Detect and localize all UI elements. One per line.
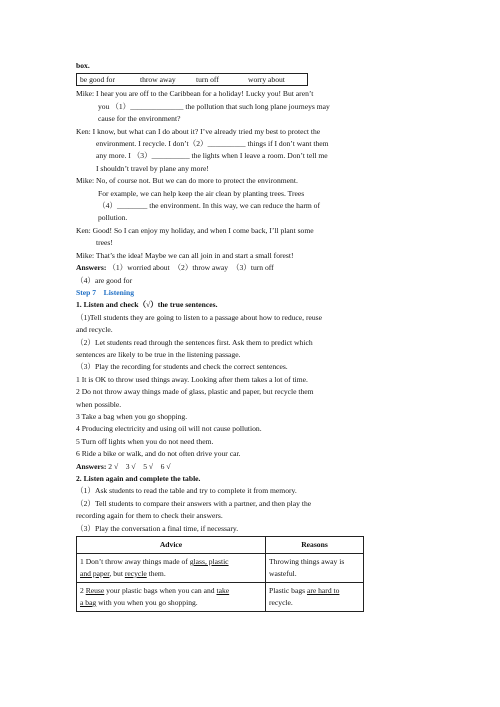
reason-cell xyxy=(266,583,364,612)
cell-text: with you when you go shopping. xyxy=(96,598,198,608)
word-box-item: be good for xyxy=(80,74,116,84)
cell-text-underlined: and paper xyxy=(80,569,110,579)
table-row xyxy=(77,554,364,583)
answers-line xyxy=(76,262,364,274)
cell-text: recycle. xyxy=(269,598,293,608)
word-box-item: throw away xyxy=(140,74,176,84)
dialogue-line: Mike: I hear you are off to the Caribbean for a holiday! Lucky you! But aren’t xyxy=(76,89,314,99)
cell-text: Plastic bags xyxy=(269,586,307,596)
dialogue-line: trees! xyxy=(96,238,113,248)
instruction-line: （1）Ask students to read the table and try to complete it from memory. xyxy=(76,486,297,496)
instruction-line: （3）Play the conversation a final time, if necessary. xyxy=(76,523,239,533)
answers-text: 2 √ 3 √ 5 √ 6 √ xyxy=(108,461,171,471)
box-label: box. xyxy=(76,61,90,70)
dialogue-line: environment. I recycle. I don’t（2）__________ things if I don’t want them xyxy=(96,139,329,149)
cell-text-underlined: are hard to xyxy=(306,586,340,596)
cell-text-underlined: take xyxy=(216,586,230,596)
cell-text-underlined: glass, plastic xyxy=(189,557,229,567)
instruction-line: （3）Play the recording for students and check the correct sentences. xyxy=(76,362,288,372)
task-heading: 2. Listen again and complete the table. xyxy=(76,474,201,483)
dialogue-line: cause for the environment? xyxy=(98,114,181,124)
word-box-item: turn off xyxy=(196,74,219,84)
advice-cell xyxy=(77,583,266,612)
cell-text: them. xyxy=(146,569,166,579)
instruction-line: and recycle. xyxy=(76,325,113,335)
sentence-line: 4 Producing electricity and using oil will not cause pollution. xyxy=(76,424,262,434)
cell-text-underlined: a bag xyxy=(80,598,97,608)
advice-table xyxy=(76,536,364,612)
answers-text: （1）worried about （2）throw away （3）turn off xyxy=(108,263,274,273)
table-row xyxy=(77,583,364,612)
cell-text: 2 xyxy=(80,586,86,596)
dialogue-line: pollution. xyxy=(98,213,128,223)
document-page xyxy=(76,60,364,612)
sentence-line: 3 Take a bag when you go shopping. xyxy=(76,411,188,421)
cell-text: , but xyxy=(109,569,125,579)
dialogue-line: any more. I （3）__________ the lights when I leave a room. Don’t tell me xyxy=(96,151,328,161)
cell-text: your plastic bags when you can and xyxy=(104,586,217,596)
column-header: Reasons xyxy=(266,537,364,554)
dialogue-line: Ken: Good! So I can enjoy my holiday, and when I come back, I’ll plant some xyxy=(76,225,314,235)
advice-cell xyxy=(77,554,266,583)
dialogue-line: Mike: No, of course not. But we can do more to protect the environment. xyxy=(76,176,298,186)
column-header: Advice xyxy=(77,537,266,554)
answers-label: Answers: xyxy=(76,461,107,471)
instruction-line: （1)Tell students they are going to listen to a passage about how to reduce, reuse xyxy=(76,312,322,322)
sentence-line: 5 Turn off lights when you do not need them. xyxy=(76,436,214,446)
step-heading: Step 7 Listening xyxy=(76,287,135,297)
instruction-line: （2）Tell students to compare their answers with a partner, and then play the xyxy=(76,498,312,508)
instruction-line: （2）Let students read through the sentences first. Ask them to predict which xyxy=(76,337,313,347)
dialogue-line: Ken: I know, but what can I do about it? I’ve already tried my best to protect the xyxy=(76,126,321,136)
sentence-line: 6 Ride a bike or walk, and do not often drive your car. xyxy=(76,449,241,459)
answers-label: Answers: xyxy=(76,263,107,273)
answers-line xyxy=(76,461,364,473)
answers-text: （4）are good for xyxy=(76,275,133,285)
cell-text: 1 Don’t throw away things made of xyxy=(80,557,190,567)
task-heading: 1. Listen and check（√）the true sentences. xyxy=(76,300,218,310)
instruction-line: recording again for them to check their answers. xyxy=(76,511,223,521)
reason-cell: Throwing things away is wasteful. xyxy=(266,554,364,583)
sentence-line: 2 Do not throw away things made of glass, plastic and paper, but recycle them xyxy=(76,387,314,397)
word-box-item: worry about xyxy=(248,74,285,84)
instruction-line: sentences are likely to be true in the listening passage. xyxy=(76,349,241,359)
dialogue-line: Mike: That’s the idea! Maybe we can all join in and start a small forest! xyxy=(76,250,294,260)
dialogue-line: I shouldn’t travel by plane any more! xyxy=(96,163,209,173)
cell-text-underlined: recycle xyxy=(124,569,147,579)
word-box xyxy=(76,73,308,86)
table-header-row xyxy=(77,537,364,554)
sentence-line: when possible. xyxy=(76,399,122,409)
dialogue-line: For example, we can help keep the air clean by planting trees. Trees xyxy=(98,188,305,198)
sentence-line: 1 It is OK to throw used things away. Looking after them takes a lot of time. xyxy=(76,374,308,384)
dialogue-line: （4）________ the environment. In this way, we can reduce the harm of xyxy=(98,201,320,211)
dialogue-line: you （1）______________ the pollution that such long plane journeys may xyxy=(98,101,330,111)
cell-text-underlined: Reuse xyxy=(85,586,105,596)
